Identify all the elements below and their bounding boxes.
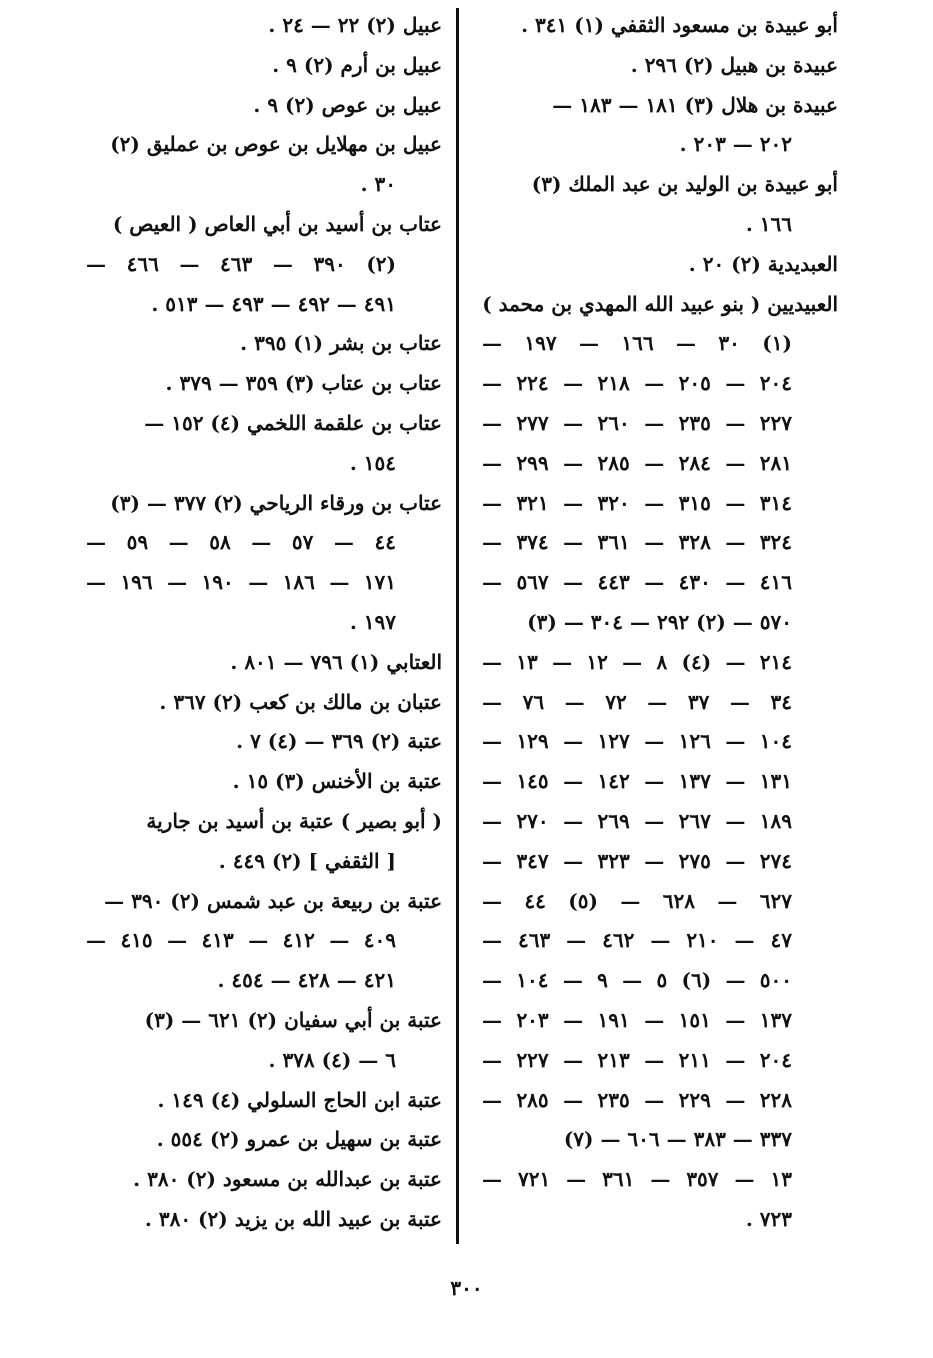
index-entry-continuation: ٤٤ — ٥٧ — ٥٨ — ٥٩ —: [86, 530, 396, 555]
index-entry-continuation: ١٣٧ — ١٥١ — ١٩١ — ٢٠٣ —: [482, 1007, 792, 1032]
index-entry-continuation: ٤٧ — ٢١٠ — ٤٦٢ — ٤٦٣ —: [482, 928, 792, 953]
column-divider: [456, 8, 459, 1244]
index-entry-continuation: ١٦٦ .: [745, 211, 792, 236]
index-entry-continuation: ٢٢٨ — ٢٢٩ — ٢٣٥ — ٢٨٥ —: [482, 1087, 792, 1112]
index-column-right: [482, 6, 838, 1240]
index-column-left: [86, 6, 442, 1240]
index-entry: عتاب بن أسيد بن أبي العاص ( العيص ): [112, 211, 442, 236]
index-entry-continuation: ٢٠٤ — ٢٠٥ — ٢١٨ — ٢٢٤ —: [482, 371, 792, 396]
index-entry-continuation: ١٧١ — ١٨٦ — ١٩٠ — ١٩٦ —: [86, 570, 396, 595]
index-entry-continuation: ٦ — (٤) ٣٧٨ .: [268, 1047, 396, 1072]
index-entry: العبيديين ( بنو عبيد الله المهدي بن محمد ): [482, 291, 838, 316]
index-entry: عتبة بن سهيل بن عمرو (٢) ٥٥٤ .: [156, 1127, 442, 1152]
index-entry-continuation: ٣٢٤ — ٣٢٨ — ٣٦١ — ٣٧٤ —: [482, 530, 792, 555]
index-entry: عبيل بن أرم (٢) ٩ .: [272, 52, 442, 77]
index-entry-continuation: ٧٢٣ .: [745, 1206, 792, 1231]
index-entry-continuation: ٢٠٤ — ٢١١ — ٢١٣ — ٢٢٧ —: [482, 1047, 792, 1072]
index-entry-continuation: ١٣١ — ١٣٧ — ١٤٢ — ١٤٥ —: [482, 769, 792, 794]
index-entry: العتابي (١) ٧٩٦ — ٨٠١ .: [230, 649, 442, 674]
index-entry-continuation: ١٥٤ .: [349, 450, 396, 475]
index-entry-continuation: ٤١٦ — ٤٣٠ — ٤٤٣ — ٥٦٧ —: [482, 570, 792, 595]
index-entry-continuation: ٢٠٢ — ٢٠٣ .: [679, 132, 792, 157]
index-entry-continuation: ٣٤ — ٣٧ — ٧٢ — ٧٦ —: [482, 689, 792, 714]
index-entry: عبيدة بن هلال (٣) ١٨١ — ١٨٣ —: [552, 92, 838, 117]
index-entry-continuation: ٢٧٤ — ٢٧٥ — ٣٢٣ — ٣٤٧ —: [482, 848, 792, 873]
index-entry: عتاب بن علقمة اللخمي (٤) ١٥٢ —: [144, 410, 442, 435]
index-entry: عبيل بن عوص (٢) ٩ .: [253, 92, 442, 117]
index-entry-continuation: ٤٩١ — ٤٩٢ — ٤٩٣ — ٥١٣ .: [151, 291, 396, 316]
index-entry-continuation: ٥٠٠ — (٦) ٥ — ٩ — ١٠٤ —: [482, 968, 792, 993]
index-entry: عتاب بن ورقاء الرياحي (٢) ٣٧٧ — (٣): [110, 490, 442, 515]
index-entry-continuation: ٥٧٠ — (٢) ٢٩٢ — ٣٠٤ — (٣): [527, 609, 792, 634]
index-entry: العبديدية (٢) ٢٠ .: [688, 251, 838, 276]
index-entry-continuation: ٣١٤ — ٣١٥ — ٣٢٠ — ٣٢١ —: [482, 490, 792, 515]
index-entry-continuation: ٢١٤ — (٤) ٨ — ١٢ — ١٣ —: [482, 649, 792, 674]
index-entry-continuation: ٦٢٧ — ٦٢٨ — (٥) ٤٤ —: [482, 888, 792, 913]
index-entry-continuation: [ الثقفي ] (٢) ٤٤٩ .: [218, 848, 396, 873]
index-entry: عتبة بن عبيد الله بن يزيد (٢) ٣٨٠ .: [144, 1206, 442, 1231]
index-entry-continuation: ١٠٤ — ١٢٦ — ١٢٧ — ١٢٩ —: [482, 729, 792, 754]
index-entry-continuation: ١٣ — ٣٥٧ — ٣٦١ — ٧٢١ —: [482, 1167, 792, 1192]
index-entry-continuation: ٢٢٧ — ٢٣٥ — ٢٦٠ — ٢٧٧ —: [482, 410, 792, 435]
index-entry: ( أبو بصير ) عتبة بن أسيد بن جارية: [146, 808, 442, 833]
index-entry: عبيل بن مهلايل بن عوص بن عمليق (٢): [110, 132, 442, 157]
index-entry-continuation: (٢) ٣٩٠ — ٤٦٣ — ٤٦٦ —: [86, 251, 396, 276]
index-entry: عبيل (٢) ٢٢ — ٢٤ .: [268, 13, 442, 37]
index-entry-continuation: ٣٠ .: [360, 172, 396, 197]
index-entry: عتبة ابن الحاج السلولي (٤) ١٤٩ .: [157, 1087, 442, 1112]
index-entry: عتبة بن الأخنس (٣) ١٥ .: [232, 769, 442, 794]
index-entry: عتاب بن عتاب (٣) ٣٥٩ — ٣٧٩ .: [165, 371, 442, 396]
index-entry: أبو عبيدة بن الوليد بن عبد الملك (٣): [531, 172, 838, 197]
index-entry-continuation: ١٩٧ .: [349, 609, 396, 634]
page-number: ٣٠٠: [450, 1276, 483, 1300]
index-entry-continuation: ٣٣٧ — ٣٨٣ — ٦٠٦ — (٧): [563, 1127, 792, 1152]
index-entry: عتبة بن عبدالله بن مسعود (٢) ٣٨٠ .: [133, 1167, 442, 1192]
index-entry: عتبة (٢) ٣٦٩ — (٤) ٧ .: [236, 729, 442, 754]
index-entry-continuation: ٢٨١ — ٢٨٤ — ٢٨٥ — ٢٩٩ —: [482, 450, 792, 475]
index-entry-continuation: (١) ٣٠ — ١٦٦ — ١٩٧ —: [482, 331, 792, 356]
index-entry: أبو عبيدة بن مسعود الثقفي (١) ٣٤١ .: [521, 13, 838, 37]
index-entry: عبيدة بن هبيل (٢) ٢٩٦ .: [630, 52, 838, 77]
index-entry: عتبة بن ربيعة بن عبد شمس (٢) ٣٩٠ —: [104, 888, 442, 913]
index-entry: عتبان بن مالك بن كعب (٢) ٣٦٧ .: [159, 689, 442, 714]
index-entry-continuation: ٤٠٩ — ٤١٢ — ٤١٣ — ٤١٥ —: [86, 928, 396, 953]
index-entry-continuation: ٤٢١ — ٤٢٨ — ٤٥٤ .: [217, 968, 396, 993]
index-entry: عتاب بن بشر (١) ٣٩٥ .: [240, 331, 442, 356]
index-entry-continuation: ١٨٩ — ٢٦٧ — ٢٦٩ — ٢٧٠ —: [482, 808, 792, 833]
index-entry: عتبة بن أبي سفيان (٢) ٦٢١ — (٣): [144, 1007, 442, 1032]
